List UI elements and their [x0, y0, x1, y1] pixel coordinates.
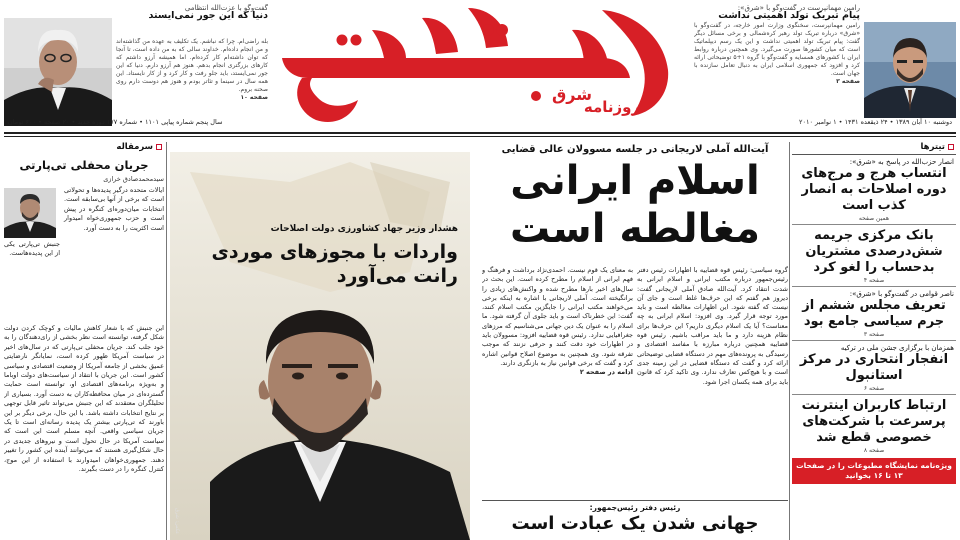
- item-page-ref[interactable]: همین صفحه: [858, 215, 890, 222]
- masthead-rule: [4, 132, 956, 134]
- item-headline[interactable]: تعریف مجلس ششم از جرم سیاسی جامع بود: [802, 298, 946, 329]
- section-marker-icon: [948, 144, 954, 150]
- teaser-left[interactable]: [4, 4, 268, 132]
- lead-kicker: آیت‌الله آملی لاریجانی در جلسه مسوولان عالی قضایی: [501, 144, 769, 155]
- teaser-headline[interactable]: دنیا که این جور نمی‌ایستد: [148, 10, 268, 21]
- item-headline[interactable]: بانک مرکزی جریمه شش‌درصدی مشتریان بدحساب را لغو کرد: [805, 228, 943, 275]
- masthead-rule-thin: [4, 136, 956, 137]
- item-headline[interactable]: ارتباط کاربران اینترنت پرسرعت با شرکت‌های خصوصی قطع شد: [801, 398, 947, 445]
- teaser-page-ref[interactable]: صفحه ۱۰: [240, 94, 268, 101]
- headline-item[interactable]: [792, 395, 956, 456]
- section-title-text: تیترها: [920, 142, 945, 152]
- lead-body-text: به معنای یک قوم نیست. احمدی‌نژاد برداشت و فرهنگ و فهم ایرانی از اسلام را مطرح کرده است. این بحث در سال‌های اخیر بارها مطرح شده و واکنش‌های زیادی را برانگیخته است. آملی لاریجانی با اشاره به اینکه برخی می‌خواهند مکتب ایرانی را جایگزین مکتب اسلام کنند، گفت: این خطرناک است و باید جلوی آن گرفته شود. ما اسلام را به عنوان یک دین جهانی می‌شناسیم که مرزهای جغرافیایی ندارد. رئیس قوه قضاییه افزود: مسوولان باید در اظهارات خود دقت کنند و حرفی نزنند که موجب تفرقه شود. وی همچنین به موضوع اصلاح قوانین اشاره کرد و گفت که برخی قوانین نیاز به بازنگری دارند.: [482, 266, 633, 367]
- bottom-kicker: رئیس دفتر رئیس‌جمهور:: [589, 503, 681, 512]
- item-kicker: ناصر قوامی در گفت‌وگو با «شرق»:: [849, 290, 954, 298]
- column-divider: [166, 142, 167, 540]
- photo-story[interactable]: [170, 152, 470, 540]
- lead-continued[interactable]: ادامه در صفحه ۲: [579, 368, 633, 377]
- headline-item[interactable]: [792, 155, 956, 225]
- section-title-editorial: [4, 142, 164, 154]
- teaser-body: رامین مهمانپرست، سخنگوی وزارت امور خارجه، در گفت‌وگو با «شرق» درباره تبریک تولد رهبر کره‌شمالی و برخی مسائل دیگر گفت: پیام تبریک تولد اهمیتی نداشت و این یک رسم دیپلماتیک است که میان کشورها صورت می‌گیرد. وی همچنین درباره روابط ایران با کشورهای همسایه و گفت‌وگو با گروه ۱+۵ توضیحاتی ارائه کرد و افزود که جمهوری اسلامی ایران به دنبال تعامل سازنده با جهان است.: [694, 22, 860, 77]
- lead-headline[interactable]: اسلام ایرانی مغالطه است: [510, 158, 760, 252]
- entezami-photo: [4, 18, 112, 126]
- section-title-text: سرمقاله: [116, 142, 153, 152]
- editorial-headline[interactable]: جریان محفلی تی‌پارتی: [19, 158, 149, 172]
- headline-item[interactable]: [792, 225, 956, 287]
- section-marker-icon: [156, 144, 162, 150]
- logo-wordmark: شرق: [552, 85, 592, 104]
- item-page-ref[interactable]: صفحه ۸: [863, 447, 885, 454]
- issue-number: سال پنجم شماره پیاپی ۱۱۰۱ • شماره ۱۷۷ دوره جدید • ۲۰ صفحه • ۶۰۰ تومان: [8, 118, 223, 126]
- item-page-ref[interactable]: صفحه ۳: [863, 331, 885, 338]
- teaser-kicker: رامین مهمانپرست در گفت‌وگو با «شرق»:: [737, 4, 860, 12]
- issue-date: دوشنبه ۱۰ آبان ۱۳۸۹ • ۲۴ ذیقعده ۱۴۳۱ • ۱ نوامبر ۲۰۱۰: [798, 118, 952, 126]
- author-photo: [4, 188, 56, 238]
- lead-body: [482, 266, 788, 504]
- item-headline[interactable]: انفجار انتحاری در مرکز استانبول: [799, 352, 949, 383]
- headlines-column: [792, 142, 956, 540]
- spokesman-photo: [864, 22, 956, 118]
- teaser-right[interactable]: [694, 4, 956, 124]
- teaser-kicker: گفت‌وگو با عزت‌الله انتظامی: [184, 4, 268, 12]
- teaser-page-ref[interactable]: صفحه ۳: [836, 78, 860, 85]
- item-kicker: انصار حزب‌الله در پاسخ به «شرق»:: [849, 158, 954, 166]
- shargh-logo: [272, 0, 690, 128]
- editorial-text: جنبش تی‌پارتی یکی از این پدیده‌هاست.: [4, 240, 60, 258]
- bottom-story[interactable]: [482, 500, 788, 540]
- editorial-column: [4, 142, 164, 540]
- item-page-ref[interactable]: صفحه ۴: [863, 277, 885, 284]
- teaser-headline[interactable]: پیام تبریک تولد اهمیتی نداشت: [718, 10, 860, 21]
- photo-credit: عکس: شرق: [174, 507, 180, 534]
- editorial-author: سیدمحمدصادق خرازی: [103, 175, 164, 183]
- lead-body-column: گروه سیاسی: رئیس قوه قضاییه با اظهارات رئیس دفتر رئیس‌جمهور درباره مکتب ایرانی و اسلام ایرانی به شدت انتقاد کرد. آیت‌الله صادق آملی لاریجانی گفت: دیروز هم گفتم که این حرف‌ها غلط است و جای آن نیست که گفته شود. این اظهارات مغالطه است و باید مورد توجه قرار گیرد. وی افزود: اسلام ایرانی به چه معناست؟ آیا یک اسلام دیگری داریم؟ این حرف‌ها برای نظام هزینه دارد و ما باید مراقب باشیم. رئیس قوه قضاییه همچنین درباره مبارزه با مفاسد اقتصادی و رسیدگی به پرونده‌های مهم در دستگاه قضایی توضیحاتی ارائه کرد و گفت که دستگاه قضایی در این زمینه جدی است و با هیچ‌کس تعارف ندارد. وی تاکید کرد که قانون باید برای همه یکسان اجرا شود.: [637, 266, 788, 386]
- item-headline[interactable]: انتساب هرج و مرج‌های دوره اصلاحات به انصار کذب است: [801, 166, 947, 213]
- bottom-headline[interactable]: جهانی شدن یک عبادت است: [511, 513, 759, 534]
- logo-subtitle: روزنامه: [583, 98, 641, 116]
- item-kicker: همزمان با برگزاری جشن ملی در ترکیه: [840, 344, 954, 352]
- supplement-notice[interactable]: ویژه‌نامه نمایشگاه مطبوعات را در صفحات ۱۳ تا ۱۶ بخوانید: [792, 458, 956, 484]
- photo-headline[interactable]: واردات با مجوزهای موردی رانت می‌آورد: [211, 241, 458, 287]
- minister-photo: [170, 152, 470, 540]
- editorial-text: این جنبش که با شعار کاهش مالیات و کوچک کردن دولت شکل گرفته، توانسته است نظر بخشی از رای‌دهندگان را به خود جلب کند. جریان محفلی تی‌پارتی که در سال‌های اخیر در سیاست آمریکا ظهور کرده است، نمایانگر نارضایتی عمیق بخشی از جامعه آمریکا از وضعیت اقتصادی و سیاسی کشور است. این جریان با انتقاد از سیاست‌های دولت اوباما و به‌ویژه برنامه‌های اقتصادی او، توانسته است حمایت گسترده‌ای در میان محافظه‌کاران به دست آورد. بسیاری از تحلیلگران معتقدند که این جنبش می‌تواند تاثیر قابل توجهی بر نتایج انتخابات داشته باشد. با این حال، برخی دیگر بر این باورند که تی‌پارتی بیشتر یک پدیده رسانه‌ای است تا یک جریان سیاسی واقعی. آنچه مسلم است این است که سیاست آمریکا در حال تحول است و نیروهای جدیدی در حال شکل‌گیری هستند که می‌توانند آینده این کشور را تغییر دهند. جمهوری‌خواهان امیدوارند با استفاده از این موج، کنترل کنگره را در دست بگیرند.: [4, 324, 164, 474]
- editorial-text: ایالات متحده درگیر پدیده‌ها و تحولاتی است که برخی از آنها بی‌سابقه است. انتخابات میان‌دوره‌ای کنگره در پیش است و حزب جمهوری‌خواه امیدوار است اکثریت را به دست آورد.: [64, 186, 164, 232]
- photo-kicker: هشدار وزیر جهاد کشاورزی دولت اصلاحات: [270, 224, 458, 234]
- masthead: [0, 0, 960, 142]
- editorial-body: [4, 186, 164, 526]
- item-page-ref[interactable]: صفحه ۶: [863, 385, 885, 392]
- headline-item[interactable]: [792, 341, 956, 395]
- lead-body-column: [482, 266, 633, 504]
- center-section: [170, 142, 788, 540]
- lead-story[interactable]: [482, 144, 788, 253]
- section-title-headlines: [792, 142, 956, 155]
- teaser-body: بله راضی‌ام. چرا که نباشم. یک تکلیف به عهده من گذاشته‌اند و من انجام داده‌ام. خداوند سالی که به من داده است، تا آنجا که توان داشته‌ام کار کرده‌ام. اما همیشه آرزو داشتم که کارهای بزرگتری انجام بدهم. هنوز هم آرزو دارم. دنیا که این جور نمی‌ایستد، باید جلو رفت و کار کرد و از کار نایستاد. این همه سال در سینما و تئاتر بودم و هنوز هم دوست دارم روی صحنه بروم.: [116, 38, 268, 93]
- column-divider: [789, 142, 790, 540]
- headline-item[interactable]: [792, 287, 956, 341]
